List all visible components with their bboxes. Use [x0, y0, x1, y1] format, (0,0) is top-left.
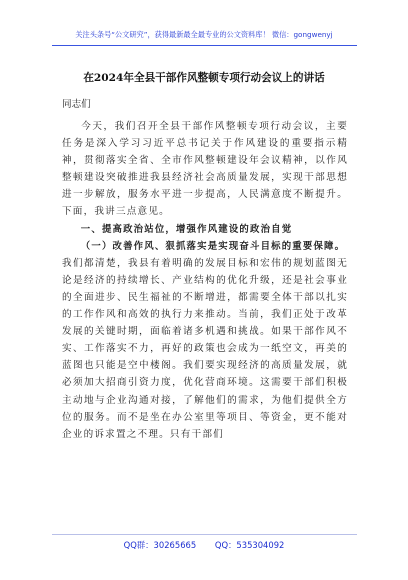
footer-divider	[52, 534, 357, 535]
subsection-heading-1: （一）改善作风、狠抓落实是实现奋斗目标的重要保障。	[80, 240, 346, 252]
header-note: 关注头条号“公文研究”，获得最新最全最专业的公文资料库！ 微信：gongwenyj	[75, 30, 333, 39]
footer-qq-group: QQ群：30265665	[123, 540, 197, 550]
footer-qq: QQ：535304092	[214, 540, 285, 550]
body-paragraph-1: 我们都清楚，我县有着明确的发展目标和宏伟的规划蓝图无论是经济的持续增长、产业结构的优化升级，还是社会事业的全面进步、民生福祉的不断增进，都需要全体干部以扎实的工作作风和高效的执行力来推动。当前，我们正处于改革发展的关键时期，面临着诸多机遇和挑战。如果干部作风不实、工作落实不力，再好的政策也会成为一纸空文，再美的蓝图也只能是空中楼阁。我们要实现经济的高质量发展，就必须加大招商引资力度，优化营商环境。这需要干部们积极主动地与企业沟通对接，了解他们的需求，为他们提供全方位的服务。而不是坐在办公室里等项目、等资金，更不能对企业的诉求置之不理。只有干部们	[62, 257, 348, 440]
intro-paragraph: 今天，我们召开全县干部作风整顿专项行动会议，主要任务是深入学习习近平总书记关于作风建设的重要指示精神，贯彻落实全省、全市作风整顿建设年会议精神，以作风整顿建设突破推进我县经济社会高质量发展，实现干部思想进一步解放，服务水平进一步提高，人民满意度不断提升。下面，我讲三点意见。	[62, 121, 348, 218]
section-heading-1: 一、提高政治站位，增强作风建设的政治自觉	[80, 223, 293, 235]
document-title: 在2024年全县干部作风整顿专项行动会议上的讲话	[83, 72, 325, 84]
salutation: 同志们	[62, 99, 91, 110]
document-body	[62, 118, 348, 443]
footer-contact	[0, 539, 408, 551]
header-divider	[52, 45, 357, 46]
